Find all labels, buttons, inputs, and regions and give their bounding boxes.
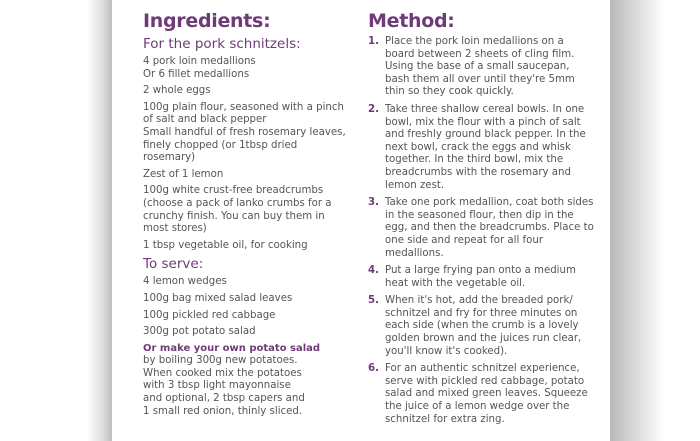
- page-shadow-left: [0, 0, 112, 441]
- serve-item: 4 lemon wedges: [143, 276, 227, 288]
- step-text: Take three shallow cereal bowls. In one bowl, mix the flour with a pinch of salt and freshly ground black pepper. In the next bowl, crack the eggs and whisk together. In the third bowl, mix the breadcrumbs with the rosemary and lemon zest.: [385, 103, 586, 191]
- potato-salad-heading: Or make your own potato salad: [143, 342, 321, 354]
- ingredients-column: [143, 10, 348, 418]
- method-step: [368, 295, 596, 358]
- pork-schnitzels-heading: For the pork schnitzels:: [143, 36, 301, 52]
- step-number: 6.: [368, 363, 379, 375]
- ingredient-item: 100g plain flour, seasoned with a pinch of salt and black pepper Small handful of fresh rosemary leaves, finely chopped (or 1tbsp dried rosemary): [143, 101, 346, 164]
- method-column: [368, 10, 596, 431]
- step-text: For an authentic schnitzel experience, serve with pickled red cabbage, potato salad and mixed green leaves. Squeeze the juice of a lemon wedge over the schnitzel for extra zing.: [385, 363, 588, 425]
- page-shadow-right: [610, 0, 700, 441]
- pork-ingredient-list: [143, 56, 348, 252]
- step-text: When it's hot, add the breaded pork/ schnitzel and fry for three minutes on each side (when the crumb is a lovely golden brown and the juices run clear, you'll know it's cooked).: [385, 295, 582, 357]
- serve-item: 100g bag mixed salad leaves: [143, 292, 293, 304]
- step-text: Put a large frying pan onto a medium heat with the vegetable oil.: [385, 265, 576, 289]
- ingredient-item: 2 whole eggs: [143, 85, 211, 97]
- ingredient-item: 1 tbsp vegetable oil, for cooking: [143, 239, 308, 251]
- method-step: [368, 36, 596, 99]
- ingredient-item: Zest of 1 lemon: [143, 168, 224, 180]
- serve-item: 100g pickled red cabbage: [143, 309, 276, 321]
- recipe-page: [112, 0, 610, 441]
- method-step: [368, 363, 596, 426]
- serve-list: [143, 276, 348, 338]
- method-step: [368, 104, 596, 192]
- ingredient-item: 100g white crust-free breadcrumbs (choose a pack of lanko crumbs for a crunchy finish. You can buy them in most stores): [143, 185, 332, 235]
- step-number: 2.: [368, 103, 379, 115]
- method-heading: Method:: [368, 10, 455, 32]
- step-number: 4.: [368, 265, 379, 277]
- step-number: 1.: [368, 36, 379, 47]
- ingredient-item: 4 pork loin medallions Or 6 fillet medallions: [143, 56, 256, 80]
- potato-salad-text: by boiling 300g new potatoes. When cooked mix the potatoes with 3 tbsp light mayonnaise and optional, 2 tbsp capers and 1 small red onion, thinly sliced.: [143, 355, 305, 417]
- step-number: 5.: [368, 295, 379, 307]
- step-number: 3.: [368, 197, 379, 209]
- ingredients-heading: Ingredients:: [143, 10, 271, 32]
- method-steps: [368, 36, 596, 426]
- method-step: [368, 265, 596, 290]
- to-serve-heading: To serve:: [143, 256, 204, 273]
- step-text: Place the pork loin medallions on a board between 2 sheets of cling film. Using the base of a small saucepan, bash them all over until they're 5mm thin so they cook quickly.: [385, 36, 575, 98]
- serve-item: 300g pot potato salad: [143, 326, 256, 338]
- method-step: [368, 197, 596, 260]
- step-text: Take one pork medallion, coat both sides in the seasoned flour, then dip in the egg, and then the breadcrumbs. Place to one side and repeat for all four medallions.: [385, 197, 594, 259]
